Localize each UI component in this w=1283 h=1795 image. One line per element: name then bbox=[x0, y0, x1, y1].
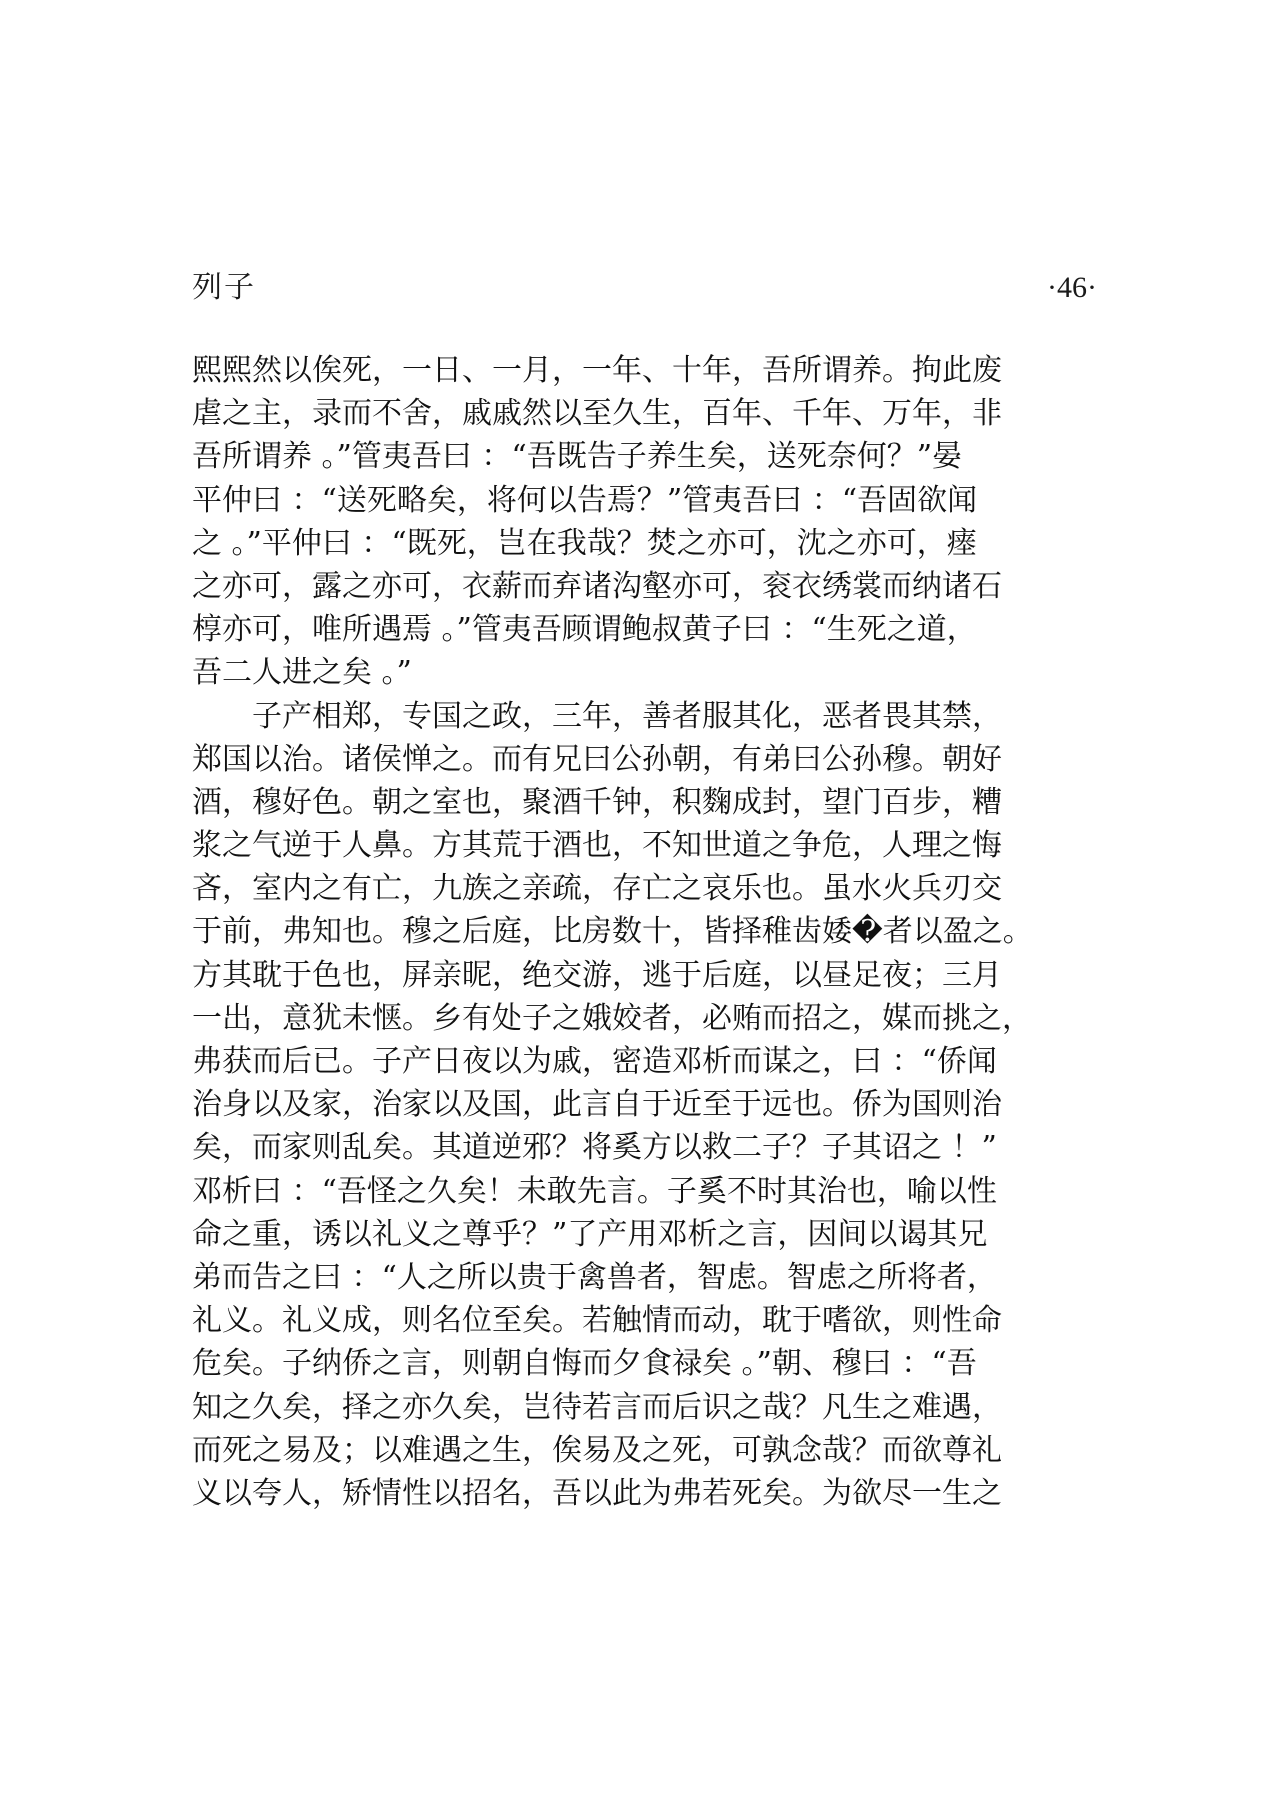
text-line: 熙熙然以俟死，一日、一月，一年、十年，吾所谓养。拘此废 bbox=[192, 353, 1002, 388]
text-line: 之亦可，露之亦可，衣薪而弃诸沟壑亦可，衮衣绣裳而纳诸石 bbox=[192, 568, 1002, 604]
text-line: 而死之易及；以难遇之生，俟易及之死，可孰念哉？而欲尊礼 bbox=[192, 1432, 1002, 1468]
text-line: 吾二人进之矣 。” bbox=[192, 655, 412, 691]
text-line: 酒，穆好色。朝之室也，聚酒千钟，积麴成封，望门百步，糟 bbox=[192, 784, 1002, 820]
text-line: 弟而告之曰 ：“人之所以贵于禽兽者，智虑。智虑之所将者， bbox=[192, 1259, 997, 1295]
text-line: 危矣。子纳侨之言，则朝自悔而夕食禄矣 。”朝、穆曰 ：“吾 bbox=[192, 1346, 977, 1382]
page-number: ·46· bbox=[1047, 271, 1097, 304]
text-line: 矣，而家则乱矣。其道逆邪？将奚方以救二子？子其诏之 ！” bbox=[192, 1130, 997, 1166]
text-line: 一出，意犹未惬。乡有处子之娥姣者，必贿而招之，媒而挑之， bbox=[192, 1000, 1032, 1036]
text-line: 椁亦可，唯所遇焉 。”管夷吾顾谓鲍叔黄子曰 ：“生死之道， bbox=[192, 612, 977, 648]
text-line: 命之重，诱以礼义之尊乎？”了产用邓析之言，因间以谒其兄 bbox=[192, 1216, 988, 1252]
text-line: 吾所谓养 。”管夷吾曰 ：“吾既告子养生矣，送死奈何？”晏 bbox=[192, 439, 963, 475]
text-line: 子产相郑，专国之政，三年，善者服其化，恶者畏其禁， bbox=[252, 698, 1002, 734]
text-line: 吝，室内之有亡，九族之亲疏，存亡之哀乐也。虽水火兵刃交 bbox=[192, 871, 1002, 907]
text-line: 方其耽于色也，屏亲昵，绝交游，逃于后庭，以昼足夜；三月 bbox=[192, 957, 1002, 993]
text-line: 弗获而后已。子产日夜以为戚，密造邓析而谋之，曰 ：“侨闻 bbox=[192, 1044, 997, 1079]
text-line: 虐之主，录而不舍，戚戚然以至久生，百年、千年、万年，非 bbox=[192, 396, 1002, 432]
text-line: 知之久矣，择之亦久矣，岂待若言而后识之哉？凡生之难遇， bbox=[192, 1389, 1002, 1425]
text-line: 之 。”平仲曰 ：“既死，岂在我哉？焚之亦可，沈之亦可，瘗 bbox=[192, 525, 977, 561]
text-line: 义以夸人，矫情性以招名，吾以此为弗若死矣。为欲尽一生之 bbox=[192, 1475, 1002, 1511]
text-line: 平仲曰 ：“送死略矣，将何以告焉？”管夷吾曰 ：“吾固欲闻 bbox=[192, 482, 978, 518]
text-line: 治身以及家，治家以及国，此言自于近至于远也。侨为国则治 bbox=[192, 1087, 1002, 1123]
text-line: 浆之气逆于人鼻。方其荒于酒也，不知世道之争危，人理之悔 bbox=[192, 828, 1002, 864]
running-header-title: 列子 bbox=[192, 270, 256, 305]
text-line: 邓析曰 ：“吾怪之久矣！未敢先言。子奚不时其治也，喻以性 bbox=[192, 1173, 997, 1209]
text-line: 礼义。礼义成，则名位至矣。若触情而动，耽于嗜欲，则性命 bbox=[192, 1303, 1002, 1339]
text-line: 郑国以治。诸侯惮之。而有兄曰公孙朝，有弟曰公孙穆。朝好 bbox=[192, 741, 1002, 777]
body-text bbox=[192, 349, 1112, 1515]
text-line: 于前，弗知也。穆之后庭，比房数十，皆择稚齿婑�者以盈之。 bbox=[192, 914, 1033, 950]
